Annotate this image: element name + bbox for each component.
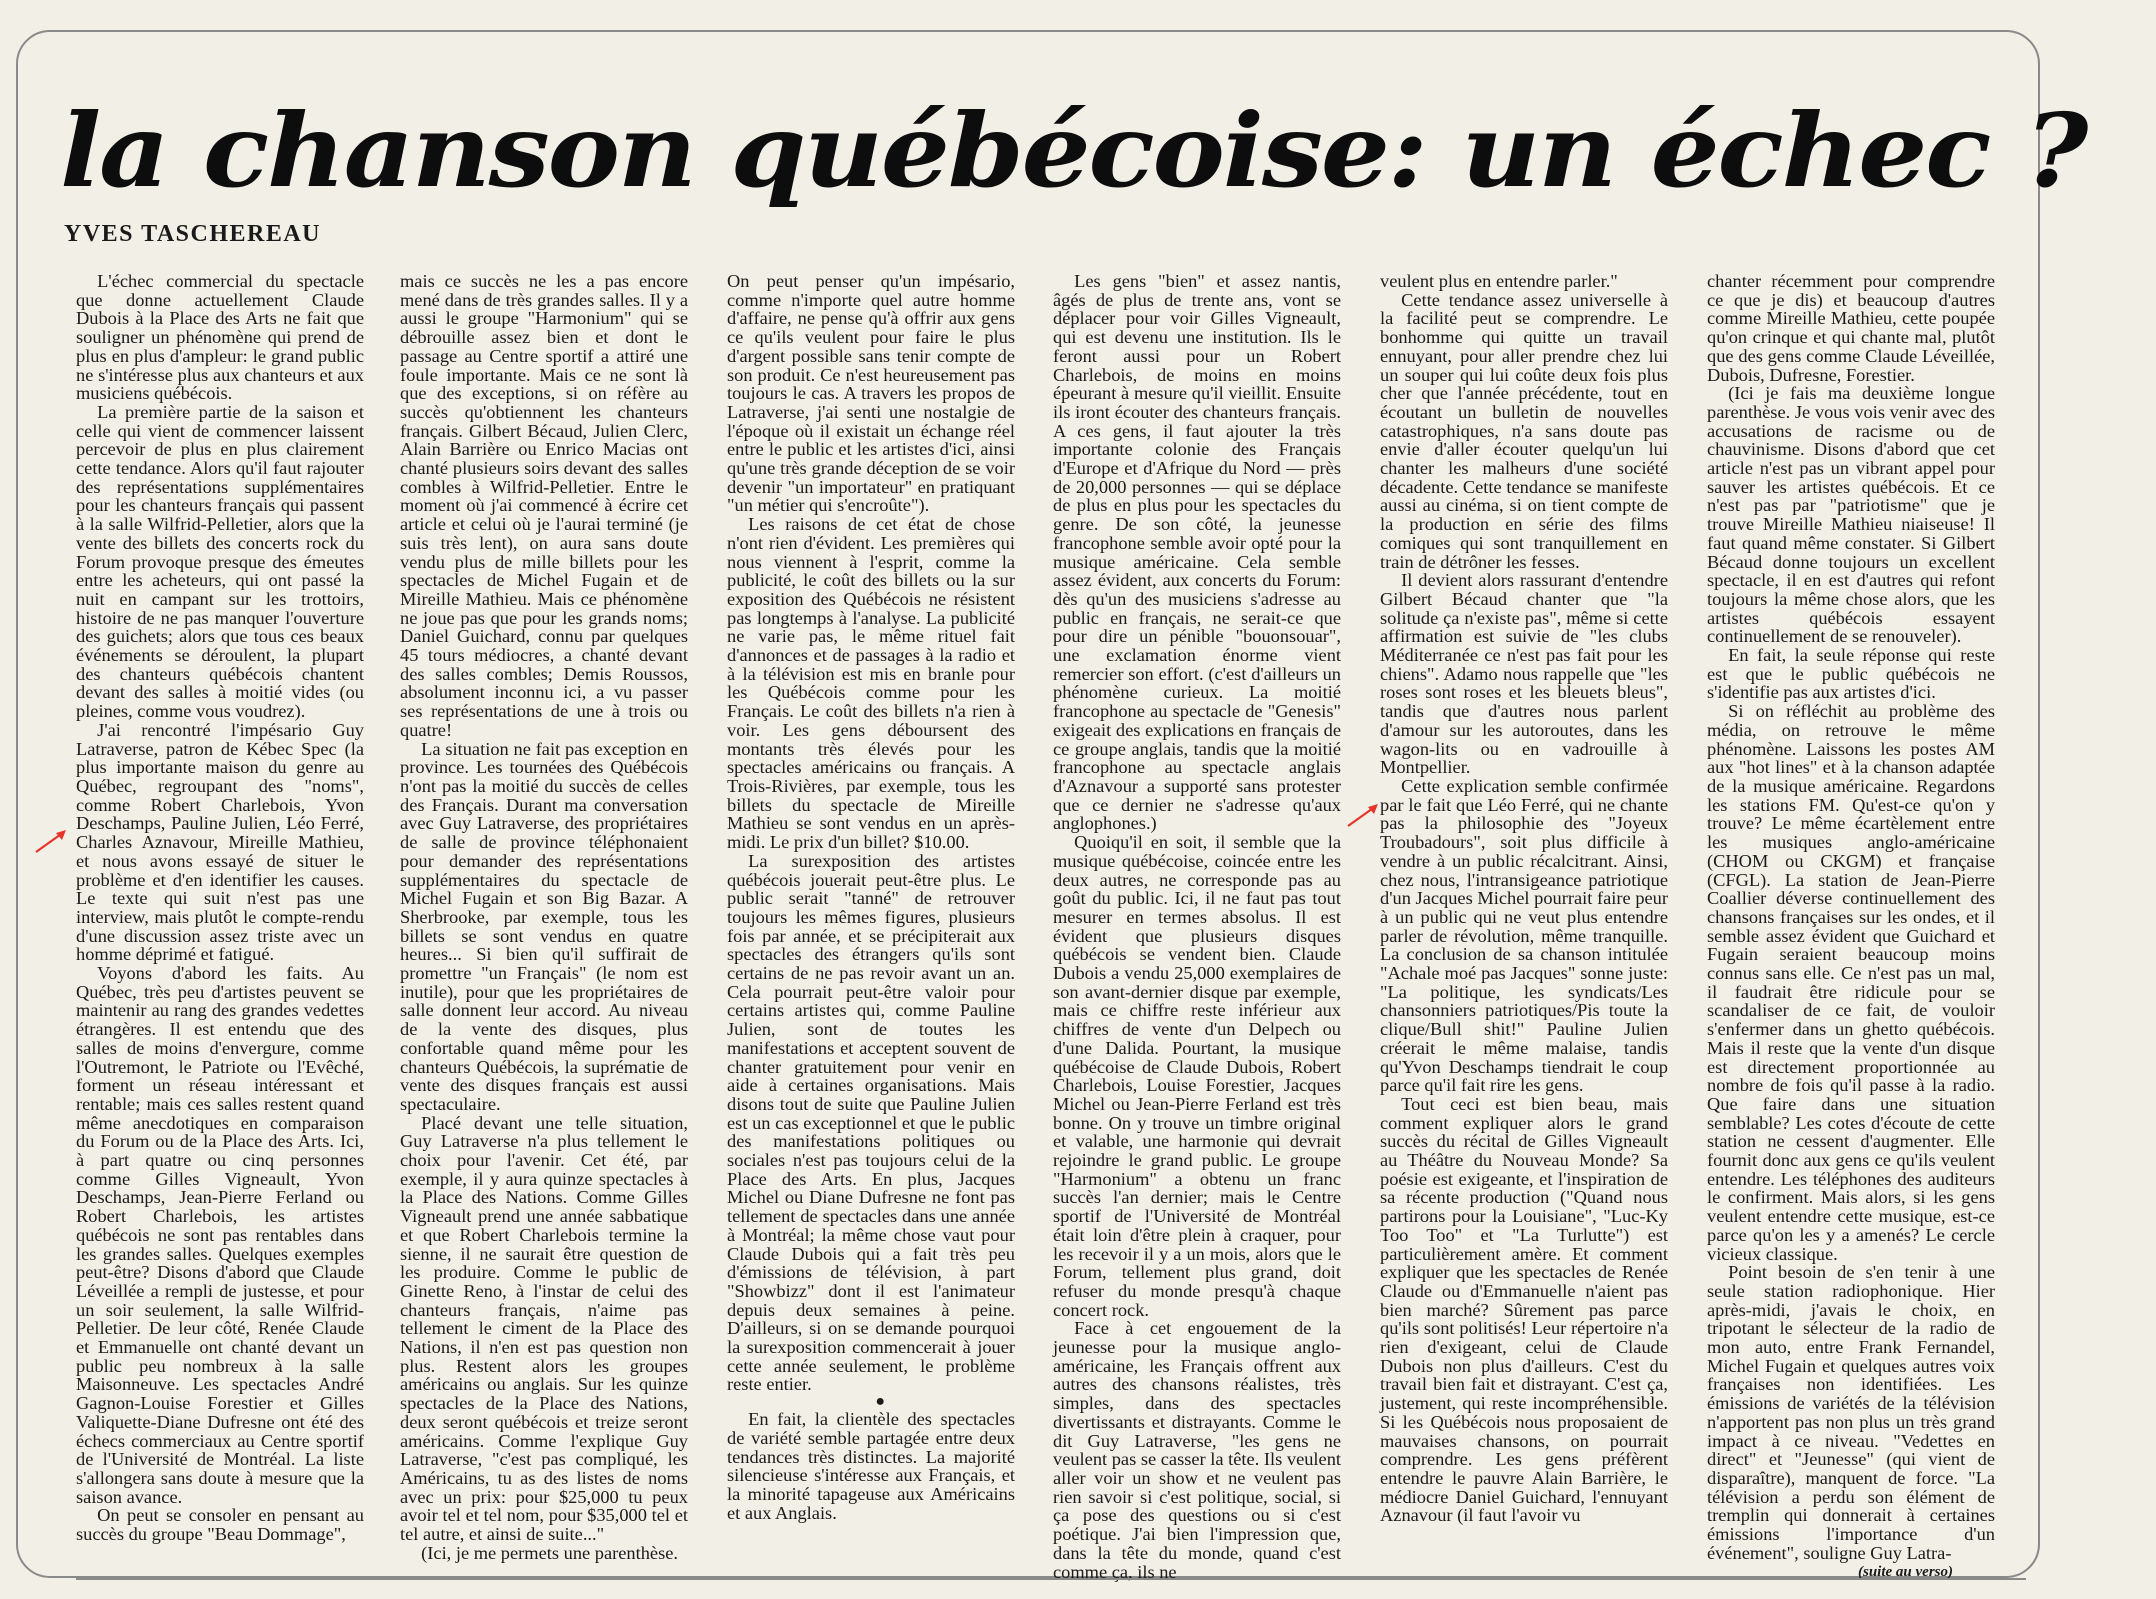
paragraph: En fait, la clientèle des spectacles de variété semble partagée entre deux tendances très distinctes. La majorité silencieuse s'intéresse aux Français, et la minorité tapageuse aux Américains et aux Anglais.: [727, 1409, 1015, 1523]
paragraph: Cette tendance assez universelle à la facilité peut se comprendre. Le bonhomme qui quitte un travail ennuyant, pour aller prendre chez lui un souper qui lui coûte deux fois plus cher que l'année précédente, tout en écoutant un bulletin de nouvelles catastrophiques, n'a sans doute pas envie d'aller écouter quelqu'un lui chanter les malheurs d'une société décadente. Cette tendance se manifeste aussi au cinéma, si on tient compte de la production en série des films comiques qui sont tranquillement en train de détrôner les fesses.: [1380, 289, 1668, 572]
paragraph: Cette explication semble confirmée par le fait que Léo Ferré, qui ne chante pas la philosophie des "Joyeux Troubadours", soit plus difficile à vendre à un public récalcitrant. Ainsi, chez nous, l'intransigeance patriotique d'un Jacques Michel pourrait faire peur à un public qui ne veut plus entendre parler de révolution, même tranquille. La conclusion de sa chanson intitulée "Achale moé pas Jacques" sonne juste: "La politique, les syndicats/Les chansonniers patriotiques/Pis toute la clique/Bull shit!" Pauline Julien créerait le même malaise, tandis qu'Yvon Deschamps tiendrait le coup parce qu'il fait rire les gens.: [1380, 775, 1668, 1096]
byline: YVES TASCHEREAU: [64, 221, 322, 247]
paragraph: Il devient alors rassurant d'entendre Gilbert Bécaud chanter que "la solitude ça n'existe pas", même si cette affirmation est suivie de "les clubs Méditerranée ce n'est pas fait pour les chiens". Adamo nous rappelle que "les roses sont roses et les bleuets bleus", tandis que d'autres nous parlent d'amour sur les autoroutes, dans les wagon-lits ou en vadrouille à Montpellier.: [1380, 570, 1668, 778]
paragraph: Voyons d'abord les faits. Au Québec, très peu d'artistes peuvent se maintenir au rang des grandes vedettes étrangères. Il est entendu que des salles de moins d'envergure, comme l'Outremont, le Patriote ou l'Evêché, forment un réseau intéressant et rentable; mais ces salles restent quand même anecdotiques en comparaison du Forum ou de la Place des Arts. Ici, à part quatre ou cinq personnes comme Gilles Vigneault, Yvon Deschamps, Jean-Pierre Ferland ou Robert Charlebois, les artistes québécois ne sont pas rentables dans les grandes salles. Quelques exemples peut-être? Disons d'abord que Claude Léveillée a rempli de justesse, et pour un soir seulement, la salle Wilfrid-Pelletier. De leur côté, Renée Claude et Emmanuelle ont chanté devant un public peu nombreux à la salle Maisonneuve. Les spectacles André Gagnon-Louise Forestier et Gilles Valiquette-Diane Dufresne ont été des échecs commerciaux au Centre sportif de l'Université de Montréal. La liste s'allongera sans doute à mesure que la saison avance.: [76, 963, 364, 1507]
paragraph: La première partie de la saison et celle qui vient de commencer laissent percevoir de plus en plus clairement cette tendance. Alors qu'il faut rajouter des représentations supplémentaires pour les chanteurs français qui passent à la salle Wilfrid-Pelletier, alors que la vente des billets des concerts rock du Forum provoque presque des émeutes entre les acheteurs, qui ont passé la nuit en campant sur les trottoirs, histoire de ne pas manquer l'ouverture des guichets; alors que tous ces beaux événements se déroulent, la plupart des chanteurs québécois chantent devant des salles à moitié vides (ou pleines, comme vous voudrez).: [76, 401, 364, 722]
paragraph: Quoiqu'il en soit, il semble que la musique québécoise, coincée entre les deux autres, ne corresponde pas au goût du public. Ici, il ne faut pas tout mesurer en termes absolus. Il est évident que plusieurs disques québécois se vendent bien. Claude Dubois a vendu 25,000 exemplaires de son avant-dernier disque par exemple, mais ce chiffre reste inférieur aux chiffres de vente d'un Delpech ou d'une Dalida. Pourtant, la musique québécoise de Claude Dubois, Robert Charlebois, Louise Forestier, Jacques Michel ou Jean-Pierre Ferland est très bonne. On y trouve un timbre original et valable, une harmonie qui devrait rejoindre le grand public. Le groupe "Harmonium" a obtenu un franc succès l'an dernier; mais le Centre sportif de l'Université de Montréal était loin d'être plein à craquer, pour les recevoir il y a un mois, alors que le Forum, tellement plus grand, doit refuser du monde presqu'à chaque concert rock.: [1053, 832, 1341, 1320]
paragraph: La situation ne fait pas exception en province. Les tournées des Québécois n'ont pas la moitié du succès de celles des Français. Durant ma conversation avec Guy Latraverse, des propriétaires de salle de province téléphonaient pour demander des représentations supplémentaires du spectacle de Michel Fugain et son Big Bazar. A Sherbrooke, par exemple, tous les billets se sont vendus en quatre heures... Si bien qu'il suffirait de promettre "un Français" (le nom est inutile), pour que les propriétaires de salle donnent leur accord. Au niveau de la vente des disques, plus confortable quand même pour les chanteurs Québécois, la suprématie de vente des disques français est aussi spectaculaire.: [400, 738, 688, 1114]
bottom-rule: [76, 1578, 2026, 1580]
column-3: [727, 272, 1015, 1522]
paragraph: Les raisons de cet état de chose n'ont rien d'évident. Les premières qui nous viennent à l'esprit, comme la publicité, le coût des billets ou la sur exposition des Québécois ne résistent pas longtemps à l'analyse. La publicité ne varie pas, le même rituel fait d'annonces et de passages à la radio et à la télévision est mis en branle pour les Québécois comme pour les Français. Le coût des billets n'a rien à voir. Les gens déboursent des montants très élevés pour les spectacles américains ou français. A Trois-Rivières, par exemple, tous les billets du spectacle de Mireille Mathieu se sont vendus en un après-midi. Le prix d'un billet? $10.00.: [727, 514, 1015, 853]
column-6: [1707, 271, 1995, 1580]
paragraph: (Ici je fais ma deuxième longue parenthèse. Je vous vois venir avec des accusations de racisme ou de chauvinisme. Disons d'abord que cet article n'est pas un vibrant appel pour sauver les artistes québécois. Et ce n'est pas par "patriotisme" que je trouve Mireille Mathieu niaiseuse! Il faut quand même constater. Si Gilbert Bécaud donne toujours un excellent spectacle, il en est d'autres qui refont toujours la même chose alors, que les artistes québécois essayent continuellement de se renouveler).: [1707, 383, 1995, 647]
paragraph: Point besoin de s'en tenir à une seule station radiophonique. Hier après-midi, j'avais le choix, en tripotant le sélecteur de la radio de mon auto, entre Frank Fernandel, Michel Fugain et quelques autres voix françaises non identifiées. Les émissions de variétés de la télévision n'apportent pas non plus un très grand impact à ce niveau. "Vedettes en direct" et "Jeunesse" (qui vient de disparaître), manquent de force. "La télévision a perdu son élément de tremplin qui donnerait à certaines émissions l'importance d'un événement", souligne Guy Latra-: [1707, 1262, 1995, 1563]
paragraph: J'ai rencontré l'impésario Guy Latraverse, patron de Kébec Spec (la plus importante maison du genre au Québec, regroupant des "noms", comme Robert Charlebois, Yvon Deschamps, Pauline Julien, Léo Ferré, Charles Aznavour, Mireille Mathieu, et nous avons essayé de situer le problème et d'en identifier les causes. Le texte qui suit n'est pas une interview, mais plutôt le compte-rendu d'une discussion assez triste avec un homme déprimé et fatigué.: [76, 719, 364, 965]
paragraph: veulent plus en entendre parler.": [1380, 271, 1618, 291]
continuation-note: (suite au verso): [1858, 1563, 1953, 1580]
section-bullet: ●: [875, 1393, 886, 1411]
headline: la chanson québécoise: un échec ?: [60, 91, 2087, 210]
red-arrow-icon: [1346, 802, 1380, 828]
paragraph: mais ce succès ne les a pas encore mené dans de très grandes salles. Il y a aussi le groupe "Harmonium" qui se débrouille assez bien et dont le passage au Centre sportif a attiré une foule importante. Mais ce ne sont là que des exceptions, si on réfère au succès qu'obtiennent les chanteurs français. Gilbert Bécaud, Julien Clerc, Alain Barrière ou Enrico Macias ont chanté plusieurs soirs devant des salles combles à Wilfrid-Pelletier. Entre le moment où j'ai commencé à écrire cet article et celui où je l'aurai terminé (je suis très lent), on aura sans doute vendu plus de mille billets pour les spectacles de Michel Fugain et de Mireille Mathieu. Mais ce phénomène ne joue pas que pour les grands noms; Daniel Guichard, connu par quelques 45 tours médiocres, a chanté devant des salles combles; Demis Roussos, absolument inconnu ici, a vu passer ses représentations de une à trois ou quatre!: [400, 271, 688, 740]
paragraph: Les gens "bien" et assez nantis, âgés de plus de trente ans, vont se déplacer pour voir Gilles Vigneault, qui est devenu une institution. Ils le feront aussi pour un Robert Charlebois, de moins en moins épeurant à mesure qu'il vieillit. Ensuite ils iront écouter des chanteurs français. A ces gens, il faut ajouter la très importante colonie des Français d'Europe et d'Afrique du Nord — près de 20,000 personnes — qui se déplace de plus en plus pour les spectacles du genre. De son côté, la jeunesse francophone semble avoir opté pour la musique américaine. Cela semble assez évident, aux concerts du Forum: dès qu'un des musiciens s'adresse au public en français, ne serait-ce que pour dire un pénible "bouonsouar", une exclamation énorme vient remercier son effort. (c'est d'ailleurs un phénomène curieux. La moitié francophone au spectacle de "Genesis" exigeait des explications en français de ce groupe anglais, tandis que la moitié francophone au spectacle anglais d'Aznavour a supporté sans protester que ce dernier ne s'adresse qu'aux anglophones.): [1053, 271, 1341, 834]
paragraph: Face à cet engouement de la jeunesse pour la musique anglo-américaine, les Français offrent aux autres des chansons réalistes, très simples, dans des spectacles divertissants et distrayants. Comme le dit Guy Latraverse, "les gens ne veulent pas se casser la tête. Ils veulent aller voir un show et ne veulent pas rien savoir si c'est politique, social, si ça pose des questions ou si c'est poétique. J'ai bien l'impression que, dans la tête du monde, quand c'est comme ça, ils ne: [1053, 1318, 1342, 1582]
paragraph: Tout ceci est bien beau, mais comment expliquer alors le grand succès du récital de Gilles Vigneault au Théâtre du Nouveau Monde? Sa poésie est exigeante, et l'inspiration de sa récente production ("Quand nous partirons pour la Louisiane", "Luc-Ky Too Too" et "La Turlutte") est particulièrement amère. Et comment expliquer que les spectacles de Renée Claude ou d'Emmanuelle n'aient pas bien marché? Sûrement pas parce qu'ils sont politisés! Leur répertoire n'a rien d'exigeant, celui de Claude Dubois non plus d'ailleurs. C'est du travail bien fait et distrayant. C'est ça, justement, qui reste incompréhensible. Si les Québécois nous proposaient de mauvaises chansons, on pourrait comprendre. Les gens préfèrent entendre le pauvre Alain Barrière, le médiocre Daniel Guichard, l'ennuyant Aznavour (il faut l'avoir vu: [1380, 1093, 1668, 1526]
paragraph: (Ici, je me permets une parenthèse.: [421, 1542, 678, 1563]
column-1: [76, 271, 364, 1545]
paragraph: Si on réfléchit au problème des média, on retrouve le même phénomène. Laissons les postes AM aux "hot lines" et à la chanson adaptée de la musique américaine. Regardons les stations FM. Qu'est-ce qu'on y trouve? Le même écartèlement entre les musiques anglo-américaine (CHOM ou CKGM) et française (CFGL). La station de Jean-Pierre Coallier déverse continuellement des chansons françaises sur les ondes, et il semble assez évident que Guichard et Fugain seraient beaucoup moins connus sans elle. Ce n'est pas un mal, il faudrait être ridicule pour se scandaliser de ce fait, de vouloir s'enfermer dans un ghetto québécois. Mais il reste que la vente d'un disque est directement proportionnée au nombre de fois qu'il passe à la radio. Que faire dans une situation semblable? Les cotes d'écoute de cette station ne cessent d'augmenter. Elle fournit donc aux gens ce qu'ils veulent entendre. Les téléphones des auditeurs le confirment. Mais alors, si les gens veulent entendre cette musique, est-ce parce qu'on les y a amenés? Le cercle vicieux classique.: [1707, 701, 1995, 1264]
paragraph: On peut se consoler en pensant au succès du groupe "Beau Dommage",: [76, 1505, 364, 1545]
column-2: [400, 271, 688, 1563]
column-4: [1053, 271, 1342, 1582]
paragraph: On peut penser qu'un impésario, comme n'importe quel autre homme d'affaire, ne pense qu'à offrir aux gens ce qu'ils veulent pour faire le plus d'argent possible sans tenir compte de son produit. Ce n'est heureusement pas toujours le cas. A travers les propos de Latraverse, j'ai senti une nostalgie de l'époque où il existait un échange réel entre le public et les artistes d'ici, ainsi qu'une très grande déception de se voir devenir "un importateur" en pratiquant "un métier qui s'encroûte").: [727, 271, 1015, 516]
paragraph: L'échec commercial du spectacle que donne actuellement Claude Dubois à la Place des Arts ne fait que souligner un phénomène qui prend de plus en plus d'ampleur: le grand public ne s'intéresse plus aux chanteurs et aux musiciens québécois.: [76, 271, 364, 404]
paragraph: Placé devant une telle situation, Guy Latraverse n'a plus tellement le choix pour l'avenir. Cet été, par exemple, il y aura quinze spectacles à la Place des Nations. Comme Gilles Vigneault prend une année sabbatique et que Robert Charlebois termine la sienne, il ne saurait être question de les produire. Comme le public de Ginette Reno, à l'instar de celui des chanteurs français, n'aime pas tellement le ciment de la Place des Nations, il n'en est pas question non plus. Restent alors les groupes américains ou anglais. Sur les quinze spectacles de la Place des Nations, deux seront québécois et treize seront américains. Comme l'explique Guy Latraverse, "c'est pas compliqué, les Américains, tu as des listes de noms avec un prix: pour $25,000 tu peux avoir tel et tel nom, pour $35,000 tel et tel autre, et ainsi de suite...": [400, 1112, 688, 1545]
paragraph: chanter récemment pour comprendre ce que je dis) et beaucoup d'autres comme Mireille Mathieu, cette poupée qu'on crinque et qui chante mal, plutôt que des gens comme Claude Léveillée, Dubois, Dufresne, Forestier.: [1707, 271, 1995, 385]
red-arrow-icon: [34, 828, 68, 854]
paragraph: La surexposition des artistes québécois jouerait peut-être plus. Le public serait "tanné" de retrouver toujours les mêmes figures, plusieurs fois par année, et se précipiterait aux spectacles des étrangers qu'ils sont certains de ne pas revoir avant un an. Cela pourrait peut-être valoir pour certains artistes qui, comme Pauline Julien, sont de toutes les manifestations et acceptent souvent de chanter gratuitement pour venir en aide à certaines organisations. Mais disons tout de suite que Pauline Julien est un cas exceptionnel et que le public des manifestations politiques ou sociales n'est pas toujours celui de la Place des Arts. En plus, Jacques Michel ou Diane Dufresne ne font pas tellement de spectacles dans une année à Montréal; la même chose vaut pour Claude Dubois qui a fait très peu d'émissions de télévision, à part "Showbizz" dont il est l'animateur depuis deux semaines à peine. D'ailleurs, si on se demande pourquoi la surexposition commencerait à jouer cette année seulement, le problème reste entier.: [727, 850, 1015, 1395]
paragraph: En fait, la seule réponse qui reste est que le public québécois ne s'identifie pas aux artistes d'ici.: [1707, 645, 1995, 703]
column-5: [1380, 271, 1668, 1526]
